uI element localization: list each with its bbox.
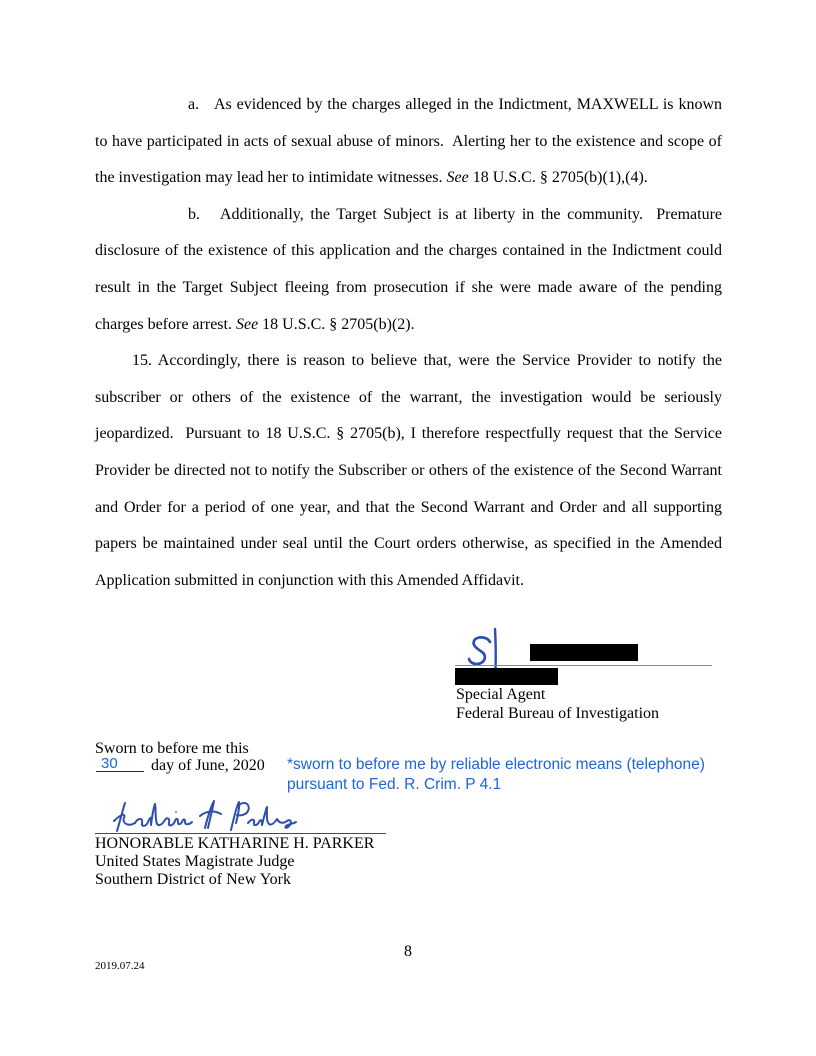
electronic-swearing-note (287, 755, 732, 794)
judge-signature-line (95, 833, 386, 834)
paragraph-b-text: b. Additionally, the Target Subject is at liberty in the community. Premature disclosure of the existence of this application and the charges contained in the Indictment could result in the Target Subject fleeing from prosecution if she were made aware of the pending charges before arrest. (95, 205, 722, 333)
redaction-bar-bottom (455, 668, 558, 685)
see-citation-italic: See (235, 315, 259, 333)
agent-titles (456, 686, 659, 723)
electronic-swearing-note-line1: *sworn to before me by reliable electronic means (telephone) (287, 756, 705, 773)
paragraph-a-text: a. As evidenced by the charges alleged in the Indictment, MAXWELL is known to have participated in acts of sexual abuse of minors. Alerting her to the existence and scope of the investigation may lead her to intimidate witnesses. (95, 96, 722, 187)
paragraph-b-citation: 18 U.S.C. § 2705(b)(2). (258, 315, 415, 333)
judge-title: United States Magistrate Judge (95, 853, 295, 871)
sworn-statement-line2: day of June, 2020 (151, 757, 265, 774)
sworn-day-value: 30 (101, 755, 118, 772)
judge-district: Southern District of New York (95, 871, 291, 889)
paragraph-15-text: 15. Accordingly, there is reason to believe that, were the Service Provider to notify the subscriber or others of the existence of the warrant, the investigation would be seriously jeopardized. Pursuant to 18 U.S.C. § 2705(b), I therefore respectfully request that the Service Provider be directed not to notify the Subscriber or others of the existence of the Second Warrant and Order for a period of one year, and that the Second Warrant and Order and all supporting papers be maintained under seal until the Court orders otherwise, as specified in the Amended Application submitted in conjunction with this Amended Affidavit. (95, 352, 722, 589)
see-citation-italic: See (446, 169, 469, 187)
paragraph-a-citation: 18 U.S.C. § 2705(b)(1),(4). (468, 169, 648, 187)
page-number: 8 (404, 943, 412, 960)
electronic-swearing-note-line2: pursuant to Fed. R. Crim. P 4.1 (287, 775, 502, 793)
redaction-bar-top (530, 644, 638, 661)
judge-titles (95, 835, 374, 890)
agent-title: Special Agent (456, 686, 546, 703)
judge-name: HONORABLE KATHARINE H. PARKER (95, 835, 375, 852)
sworn-statement-line1: Sworn to before me this (95, 740, 249, 757)
paragraph-15 (95, 343, 722, 599)
judge-signature (110, 797, 300, 837)
paragraph-b (95, 197, 722, 343)
paragraph-a (95, 87, 722, 197)
date-stamp: 2019.07.24 (95, 960, 145, 972)
sworn-day-underline (96, 771, 144, 772)
agent-org: Federal Bureau of Investigation (456, 704, 660, 722)
body-text (95, 87, 722, 599)
agent-signature-line (455, 665, 712, 666)
